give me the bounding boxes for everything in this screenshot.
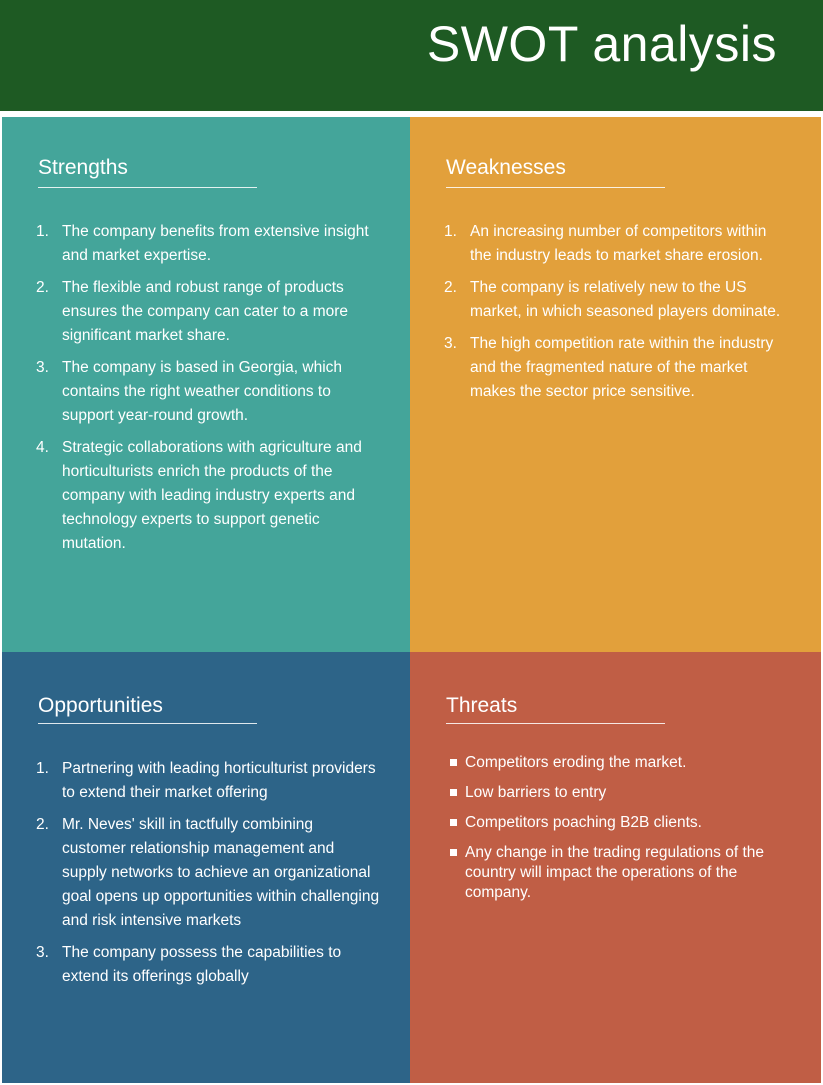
list-item: [36, 220, 380, 268]
item-number: 2.: [36, 816, 49, 833]
weaknesses-list: [444, 220, 791, 412]
weaknesses-heading: Weaknesses: [446, 156, 566, 179]
list-item: [36, 813, 380, 933]
threats-divider: [446, 723, 665, 724]
list-item: [36, 757, 380, 805]
strengths-divider: [38, 187, 257, 188]
square-bullet-icon: [450, 819, 457, 826]
square-bullet-icon: [450, 849, 457, 856]
list-item: [444, 332, 791, 404]
item-text: Competitors eroding the market.: [465, 754, 687, 771]
item-text: Strategic collaborations with agriculture and horticulturists enrich the products of the company with leading industry experts and technology experts to support genetic mutation.: [62, 439, 362, 552]
item-text: The company is based in Georgia, which contains the right weather conditions to support year-round growth.: [62, 359, 343, 424]
strengths-list: [36, 220, 380, 564]
header-banner: [0, 0, 823, 111]
item-number: 2.: [444, 279, 457, 296]
item-number: 2.: [36, 279, 49, 296]
item-number: 3.: [444, 335, 457, 352]
threats-list: [450, 753, 791, 913]
item-text: The company is relatively new to the US market, in which seasoned players dominate.: [470, 279, 781, 320]
opportunities-heading: Opportunities: [38, 694, 163, 717]
weaknesses-divider: [446, 187, 665, 188]
item-number: 3.: [36, 359, 49, 376]
list-item: [450, 843, 791, 903]
square-bullet-icon: [450, 789, 457, 796]
opportunities-divider: [38, 723, 257, 724]
item-text: Any change in the trading regulations of the country will impact the operations of the company.: [465, 844, 765, 901]
item-text: Competitors poaching B2B clients.: [465, 814, 702, 831]
square-bullet-icon: [450, 759, 457, 766]
item-text: The high competition rate within the industry and the fragmented nature of the market makes the sector price sensitive.: [470, 335, 774, 400]
item-text: Partnering with leading horticulturist providers to extend their market offering: [62, 760, 376, 801]
strengths-heading: Strengths: [38, 156, 128, 179]
opportunities-quadrant: [2, 652, 410, 1083]
list-item: [444, 276, 791, 324]
item-text: The flexible and robust range of products ensures the company can cater to a more significant market share.: [62, 279, 349, 344]
threats-heading: Threats: [446, 694, 518, 717]
item-text: The company benefits from extensive insight and market expertise.: [62, 223, 369, 264]
list-item: [450, 813, 791, 833]
item-text: The company possess the capabilities to extend its offerings globally: [62, 944, 342, 985]
list-item: [450, 753, 791, 773]
item-text: Mr. Neves' skill in tactfully combining customer relationship management and supply networks to achieve an organizational goal opens up opportunities within challenging and risk intensive markets: [62, 816, 380, 929]
list-item: [36, 941, 380, 989]
list-item: [36, 276, 380, 348]
list-item: [36, 356, 380, 428]
list-item: [450, 783, 791, 803]
item-text: An increasing number of competitors within the industry leads to market share erosion.: [470, 223, 767, 264]
item-text: Low barriers to entry: [465, 784, 607, 801]
threats-quadrant: [410, 652, 821, 1083]
item-number: 1.: [36, 223, 49, 240]
list-item: [36, 436, 380, 556]
item-number: 1.: [444, 223, 457, 240]
opportunities-list: [36, 757, 380, 997]
weaknesses-quadrant: [410, 117, 821, 652]
item-number: 4.: [36, 439, 49, 456]
item-number: 3.: [36, 944, 49, 961]
list-item: [444, 220, 791, 268]
item-number: 1.: [36, 760, 49, 777]
page-title: SWOT analysis: [426, 16, 777, 72]
strengths-quadrant: [2, 117, 410, 652]
